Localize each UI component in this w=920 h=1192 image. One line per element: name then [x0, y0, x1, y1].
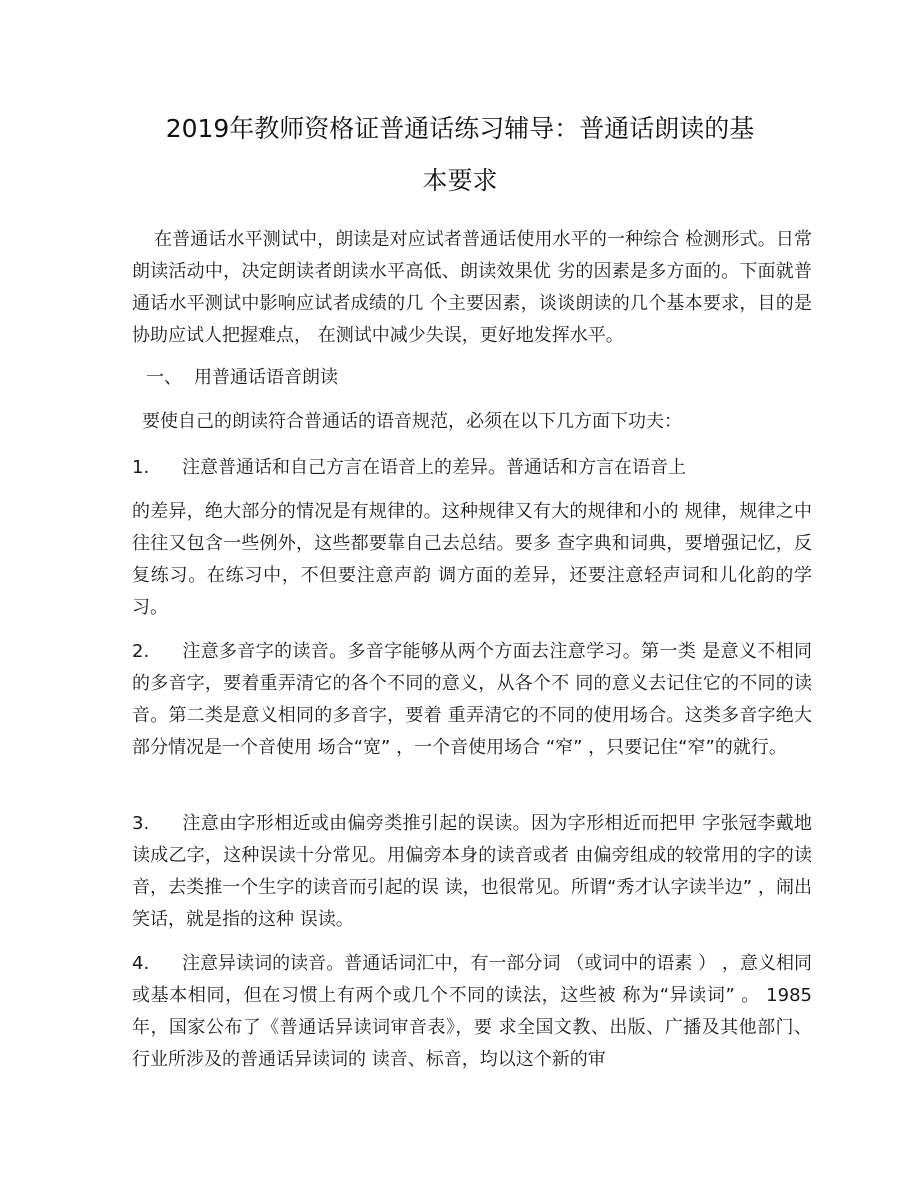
- list-item-1-head: [132, 452, 812, 484]
- document-title-line-2: 本要求: [422, 166, 498, 195]
- list-item-text: 注意由字形相近或由偏旁类推引起的误读。因为字形相近而把甲 字张冠李戴地读成乙字，这种误读十分常见。用偏旁本身的读音或者 由偏旁组成的较常用的字的读音，去类推一个生字的读音而引起的误 读，也很常见。所谓“秀才认字读半边” ，闹出笑话，就是指的这种 误读。: [132, 813, 812, 930]
- section-number: 一、: [146, 367, 182, 388]
- section-lead-sentence: 要使自己的朗读符合普通话的语音规范，必须在以下几方面下功夫：: [142, 411, 682, 432]
- list-item-number: 3.: [132, 813, 150, 834]
- list-item-number: 2.: [132, 641, 150, 662]
- list-item-1-body: 的差异，绝大部分的情况是有规律的。这种规律又有大的规律和小的 规律，规律之中往往又包含一些例外，这些都要靠自己去总结。要多 查字典和词典，要增强记忆，反复练习。在练习中，不但要注意声韵 调方面的差异，还要注意轻声词和儿化韵的学习。: [132, 501, 812, 618]
- list-item-text: 注意普通话和自己方言在语音上的差异。普通话和方言在语音上: [182, 457, 686, 478]
- list-item-text: 注意异读词的读音。普通话词汇中，有一部分词 （或词中的语素 ） ，意义相同或基本相同，但在习惯上有两个或几个不同的读法，这些被 称为“异读词” 。 1985年，国家公布了《普通话异读词审音表》，要 求全国文教、出版、广播及其他部门、行业所涉及的普通话异读词的 读音、标音，均以这个新的审: [132, 953, 812, 1070]
- section-heading-1: [146, 362, 806, 394]
- intro-paragraph: 在普通话水平测试中，朗读是对应试者普通话使用水平的一种综合 检测形式。日常朗读活动中，决定朗读者朗读水平高低、朗读效果优 劣的因素是多方面的。下面就普通话水平测试中影响应试者成绩的几 个主要因素，谈谈朗读的几个基本要求，目的是协助应试人把握难点， 在测试中减少失误，更好地发挥水平。: [132, 229, 812, 346]
- list-item-3: [132, 808, 812, 936]
- list-item-number: 4.: [132, 953, 150, 974]
- list-item-2: [132, 636, 812, 764]
- document-title-line-1: 2019年教师资格证普通话练习辅导：普通话朗读的基: [165, 114, 755, 143]
- list-item-text: 注意多音字的读音。多音字能够从两个方面去注意学习。第一类 是意义不相同的多音字，要着重弄清它的各个不同的意义，从各个不 同的意义去记住它的不同的读音。第二类是意义相同的多音字，要着 重弄清它的不同的使用场合。这类多音字绝大部分情况是一个音使用 场合“宽” ，一个音使用场合 “窄” ，只要记住“窄”的就行。: [132, 641, 812, 758]
- section-title: 用普通话语音朗读: [194, 367, 338, 388]
- list-item-number: 1.: [132, 457, 150, 478]
- list-item-4: [132, 948, 812, 1076]
